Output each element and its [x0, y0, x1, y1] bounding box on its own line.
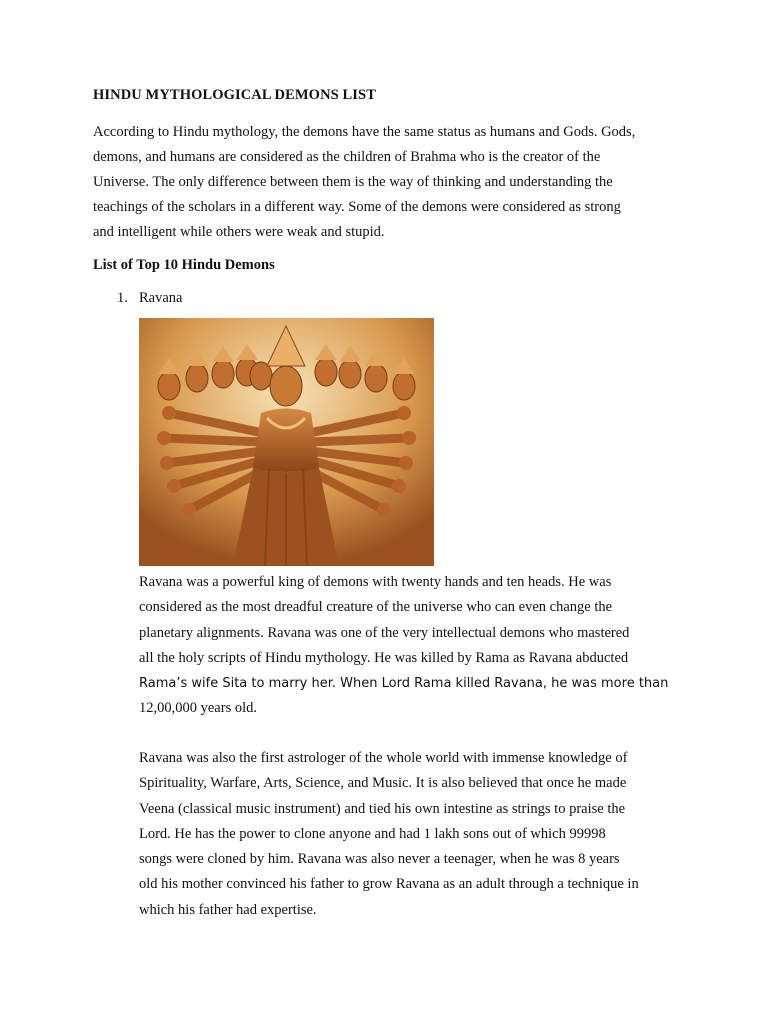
document-title: HINDU MYTHOLOGICAL DEMONS LIST [93, 87, 376, 103]
paragraph-line: Lord. He has the power to clone anyone and had 1 lakh sons out of which 99998 [139, 825, 606, 842]
intro-paragraph [93, 120, 673, 245]
intro-line: and intelligent while others were weak and stupid. [93, 224, 385, 240]
paragraph-line: 12,00,000 years old. [139, 700, 257, 717]
paragraph-line: considered as the most dreadful creature of the universe who can even change the [139, 599, 613, 616]
paragraph-line: songs were cloned by him. Ravana was also never a teenager, when he was 8 years [139, 851, 620, 868]
ravana-statue-illustration [139, 318, 434, 566]
paragraph-line: which his father had expertise. [139, 901, 317, 918]
list-heading: List of Top 10 Hindu Demons [93, 257, 275, 273]
paragraph-line: old his mother convinced his father to grow Ravana as an adult through a technique in [139, 876, 639, 893]
ravana-image [139, 318, 434, 566]
list-item-name: Ravana [139, 290, 183, 306]
intro-line: demons, and humans are considered as the children of Brahma who is the creator of the [93, 149, 601, 165]
intro-line: teachings of the scholars in a different way. Some of the demons were considered as strong [93, 199, 621, 215]
paragraph-line: Ravana was also the first astrologer of the whole world with immense knowledge of [139, 750, 628, 766]
ravana-paragraph-2 [139, 746, 699, 923]
intro-line: Universe. The only difference between them is the way of thinking and understanding the [93, 174, 613, 190]
paragraph-line: Rama’s wife Sita to marry her. When Lord Rama killed Ravana, he was more than [139, 676, 669, 692]
list-number: 1. [117, 290, 128, 306]
list-item-ravana [117, 290, 182, 307]
paragraph-line: Ravana was a powerful king of demons with twenty hands and ten heads. He was [139, 574, 612, 590]
paragraph-line: planetary alignments. Ravana was one of the very intellectual demons who mastered [139, 624, 630, 641]
intro-line: According to Hindu mythology, the demons have the same status as humans and Gods. Gods, [93, 124, 636, 140]
paragraph-line: all the holy scripts of Hindu mythology. He was killed by Rama as Ravana abducted [139, 649, 629, 666]
paragraph-line: Veena (classical music instrument) and tied his own intestine as strings to praise the [139, 800, 626, 817]
paragraph-line: Spirituality, Warfare, Arts, Science, and Music. It is also believed that once he made [139, 775, 627, 792]
ravana-paragraph-1 [139, 570, 699, 722]
